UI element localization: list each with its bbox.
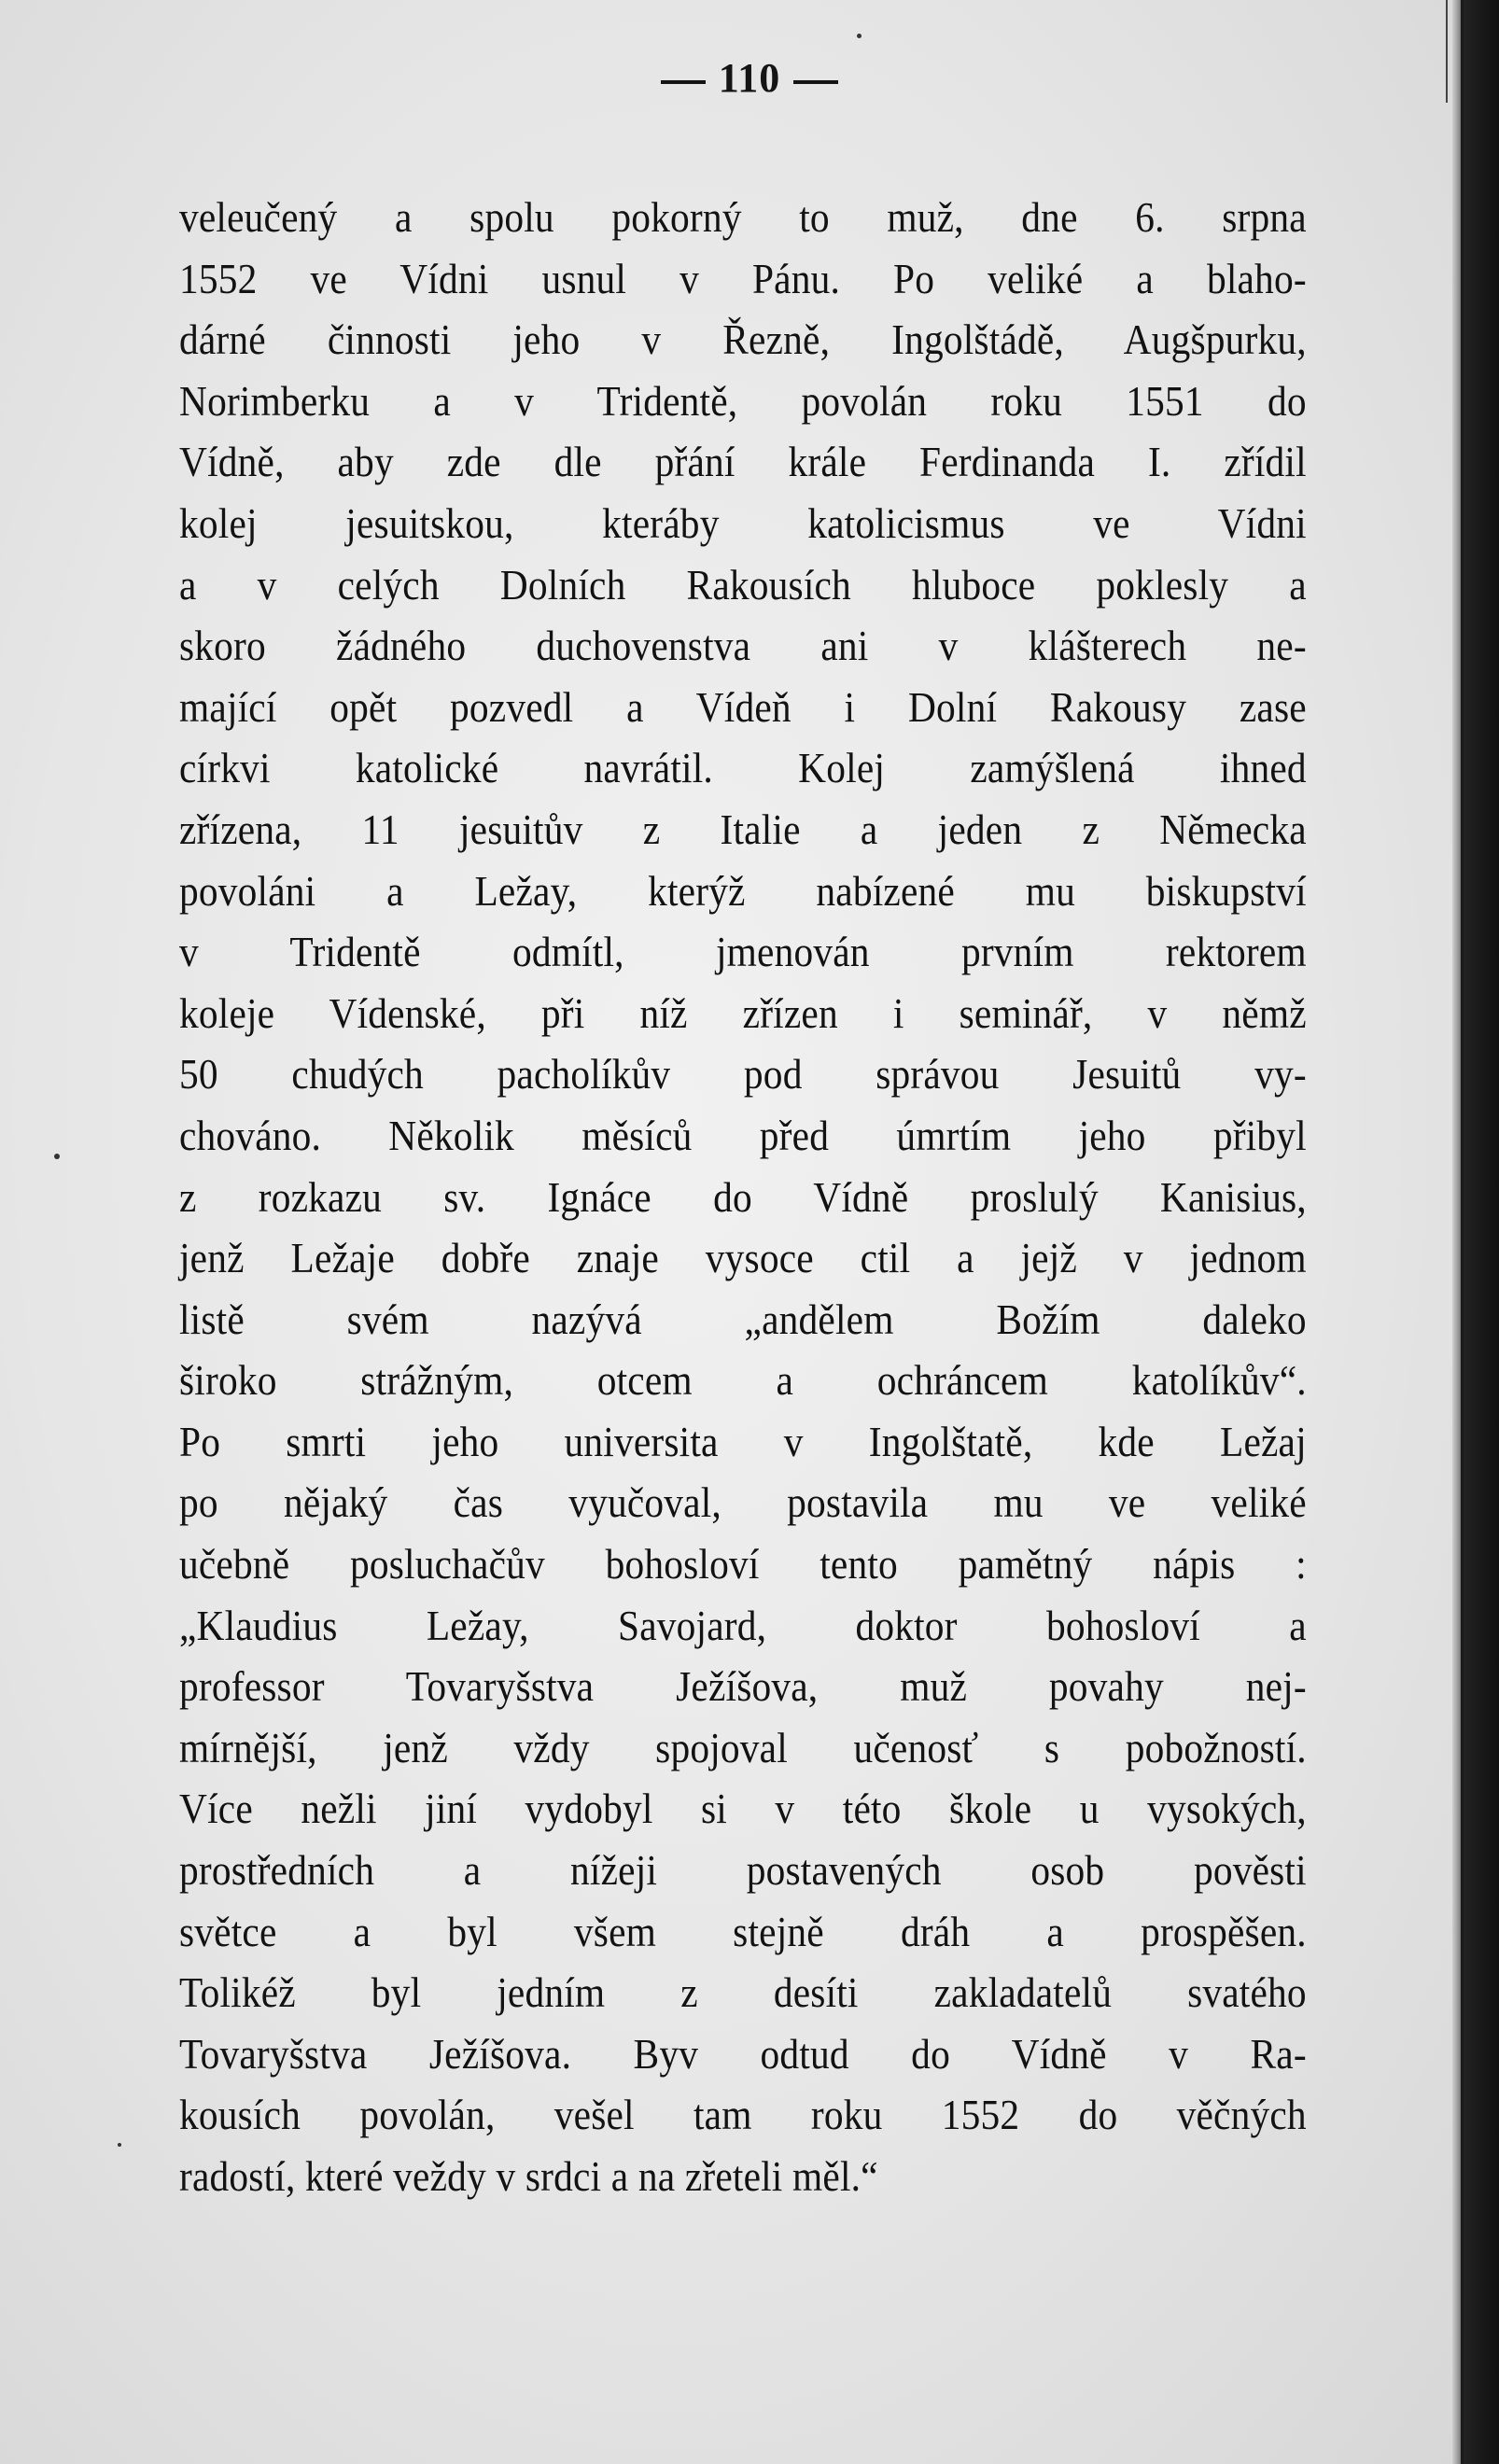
scan-speck [54, 1154, 60, 1159]
text-line: jenž Ležaje dobře znaje vysoce ctil a jejž v jednom [179, 1234, 1307, 1282]
text-line: skoro žádného duchovenstva ani v klášterech ne- [179, 622, 1307, 670]
text-line: 1552 ve Vídni usnul v Pánu. Po veliké a blaho- [179, 254, 1307, 302]
text-line: professor Tovaryšstva Ježíšova, muž povahy nej- [179, 1662, 1307, 1711]
scan-speck [118, 2143, 121, 2147]
text-line: Vídně, aby zde dle přání krále Ferdinanda I. zřídil [179, 438, 1307, 486]
text-line: Tolikéž byl jedním z desíti zakladatelů svatého [179, 1968, 1307, 2017]
text-line: kolej jesuitskou, kteráby katolicismus ve Vídni [179, 498, 1307, 547]
text-line: chováno. Několik měsíců před úmrtím jeho přibyl [179, 1111, 1307, 1159]
text-line: 50 chudých pacholíkův pod správou Jesuitů vy- [179, 1050, 1307, 1099]
text-line: široko strážným, otcem a ochráncem katolíkův“. [179, 1356, 1307, 1405]
text-line: mající opět pozvedl a Vídeň i Dolní Rakousy zase [179, 682, 1307, 731]
text-line: Po smrti jeho universita v Ingolštatě, kde Ležaj [179, 1417, 1307, 1465]
text-line: dárné činnosti jeho v Řezně, Ingolštádě, Augšpurku, [179, 315, 1307, 364]
text-line: koleje Vídenské, při níž zřízen i seminář, v němž [179, 988, 1307, 1037]
header-dash-right [793, 80, 838, 84]
page-header [0, 54, 1499, 102]
text-line: povoláni a Ležay, kterýž nabízené mu biskupství [179, 866, 1307, 915]
text-line: listě svém nazývá „andělem Božím daleko [179, 1295, 1307, 1343]
text-line: světce a byl všem stejně dráh a prospěšen. [179, 1907, 1307, 1955]
text-line: církvi katolické navrátil. Kolej zamýšlená ihned [179, 744, 1307, 792]
text-line: kousích povolán, vešel tam roku 1552 do věčných [179, 2091, 1307, 2139]
body-text [179, 187, 1307, 2207]
text-line: po nějaký čas vyučoval, postavila mu ve veliké [179, 1478, 1307, 1527]
text-line: učebně posluchačův bohosloví tento pamětný nápis : [179, 1540, 1307, 1589]
text-line: Norimberku a v Tridentě, povolán roku 1551 do [179, 376, 1307, 425]
text-line: v Tridentě odmítl, jmenován prvním rektorem [179, 928, 1307, 976]
text-line: a v celých Dolních Rakousích hluboce poklesly a [179, 560, 1307, 609]
text-line: veleučený a spolu pokorný to muž, dne 6. srpna [179, 193, 1307, 241]
header-dash-left [661, 80, 706, 84]
text-line: Více nežli jiní vydobyl si v této škole u vysokých, [179, 1785, 1307, 1833]
text-line: mírnější, jenž vždy spojoval učenosť s pobožností. [179, 1723, 1307, 1771]
text-line: z rozkazu sv. Ignáce do Vídně proslulý Kanisius, [179, 1172, 1307, 1221]
text-line: zřízena, 11 jesuitův z Italie a jeden z Německa [179, 805, 1307, 853]
page-edge-shadow [1452, 0, 1499, 2464]
text-line: Tovaryšstva Ježíšova. Byv odtud do Vídně v Ra- [179, 2029, 1307, 2078]
text-line: prostředních a nížeji postavených osob pověsti [179, 1846, 1307, 1895]
page-edge-line [1461, 0, 1464, 2464]
scan-speck [857, 34, 862, 38]
text-line-last: radostí, které veždy v srdci a na zřeteli měl.“ [179, 2152, 878, 2200]
text-line: „Klaudius Ležay, Savojard, doktor bohosloví a [179, 1601, 1307, 1649]
page-number: 110 [718, 55, 781, 101]
